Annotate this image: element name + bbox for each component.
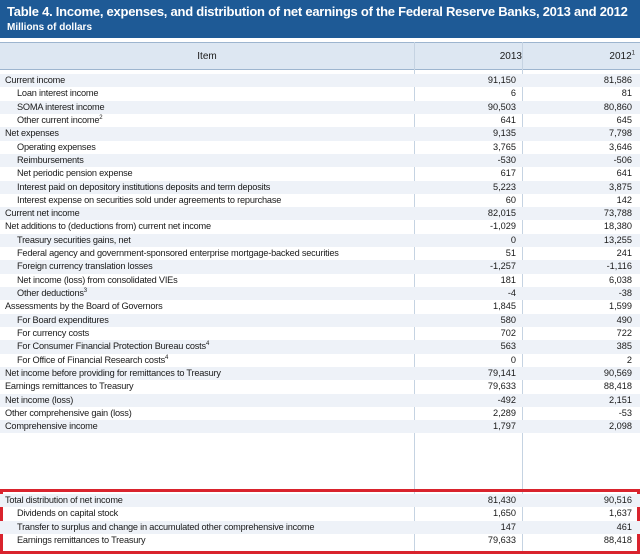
row-label: Reimbursements bbox=[17, 154, 84, 165]
row-label: Transfer to surplus and change in accumulated other comprehensive income bbox=[17, 521, 315, 532]
value-2013: 617 bbox=[500, 168, 516, 179]
row-label: Dividends on capital stock bbox=[17, 508, 119, 519]
table-row bbox=[0, 394, 640, 407]
row-label: For Office of Financial Research costs$^4$ bbox=[17, 354, 169, 365]
table-row bbox=[0, 141, 640, 154]
row-label: Other current income$^2$ bbox=[17, 114, 103, 125]
table-row bbox=[0, 114, 640, 127]
table-row bbox=[0, 314, 640, 327]
row-label: Net income before providing for remittances to Treasury bbox=[5, 367, 221, 378]
value-2012: -38 bbox=[618, 288, 632, 298]
value-2013: 1,797 bbox=[493, 421, 516, 432]
value-2012: 722 bbox=[616, 327, 632, 338]
value-2013: 2,289 bbox=[493, 407, 516, 418]
value-2012: 490 bbox=[616, 314, 632, 325]
row-label: Treasury securities gains, net bbox=[17, 234, 131, 245]
value-2013: 79,633 bbox=[487, 381, 516, 392]
row-label: Earnings remittances to Treasury bbox=[17, 534, 146, 545]
value-2012: 2 bbox=[626, 354, 632, 365]
value-2013: 147 bbox=[500, 521, 516, 532]
value-2013: 3,765 bbox=[493, 141, 516, 152]
value-2013: 90,503 bbox=[487, 101, 516, 112]
value-2012: 3,646 bbox=[609, 141, 632, 152]
value-2013: 79,633 bbox=[487, 534, 516, 545]
column-header-item: Item bbox=[197, 51, 217, 62]
row-label: Net expenses bbox=[5, 128, 59, 139]
row-label: Current income bbox=[5, 75, 66, 85]
footnote-marker: 3 bbox=[83, 287, 87, 294]
row-label: Earnings remittances to Treasury bbox=[5, 381, 134, 392]
row-label: Interest expense on securities sold under agreements to repurchase bbox=[17, 194, 282, 205]
footnote-marker: 4 bbox=[205, 341, 210, 348]
value-2013: 1,845 bbox=[493, 301, 516, 312]
column-header-2012: 2012$^1$ bbox=[609, 50, 635, 62]
footnote-marker: 2 bbox=[99, 114, 103, 121]
table-row bbox=[0, 220, 640, 233]
table-row bbox=[0, 274, 640, 287]
distribution-section bbox=[0, 494, 640, 547]
value-2012: -1,116 bbox=[606, 261, 632, 272]
value-2012: 1,599 bbox=[609, 301, 632, 312]
value-2012: 385 bbox=[616, 341, 632, 352]
value-2012: 2,098 bbox=[609, 421, 632, 432]
row-label: Net additions to (deductions from) current net income bbox=[5, 221, 211, 232]
table-row bbox=[0, 154, 640, 167]
value-2013: -492 bbox=[497, 394, 516, 405]
table-row bbox=[0, 380, 640, 393]
value-2013: 0 bbox=[510, 354, 516, 365]
row-label: Total distribution of net income bbox=[5, 495, 123, 505]
value-2012: 3,875 bbox=[609, 181, 632, 192]
value-2012: 461 bbox=[616, 521, 632, 532]
row-label: Current net income bbox=[5, 208, 80, 219]
value-2012: 2,151 bbox=[609, 394, 632, 405]
table-row bbox=[0, 260, 640, 273]
table-row bbox=[0, 247, 640, 260]
table-title: Table 4. Income, expenses, and distribution of net earnings of the Federal Reserve Banks, 2013 and 2012 bbox=[7, 4, 628, 19]
column-header-2013: 2013 bbox=[499, 51, 522, 62]
value-2013: 1,650 bbox=[493, 508, 516, 519]
row-label: Comprehensive income bbox=[5, 421, 98, 432]
value-2012: 1,637 bbox=[609, 508, 632, 519]
row-label: Foreign currency translation losses bbox=[17, 261, 153, 272]
value-2013: 641 bbox=[500, 114, 516, 125]
table-row bbox=[0, 101, 640, 114]
table-row bbox=[0, 167, 640, 180]
value-2013: -4 bbox=[507, 288, 516, 298]
value-2013: 0 bbox=[510, 234, 516, 245]
row-label: Net periodic pension expense bbox=[17, 168, 133, 179]
value-2012: 81,586 bbox=[603, 75, 632, 85]
table-row bbox=[0, 74, 640, 87]
row-label: SOMA interest income bbox=[17, 101, 105, 112]
table-row bbox=[0, 127, 640, 140]
table-subtitle: Millions of dollars bbox=[7, 22, 93, 33]
value-2012: 142 bbox=[616, 194, 632, 205]
row-label: Net income (loss) bbox=[5, 394, 74, 405]
table-row bbox=[0, 367, 640, 380]
value-2012: 641 bbox=[616, 168, 632, 179]
value-2013: 51 bbox=[505, 248, 516, 259]
table-row bbox=[0, 407, 640, 420]
row-label: Interest paid on depository institutions deposits and term deposits bbox=[17, 181, 271, 192]
value-2012: 90,569 bbox=[603, 367, 632, 378]
table-title-bar bbox=[0, 0, 640, 38]
value-2012: 18,380 bbox=[603, 221, 632, 232]
value-2012: 645 bbox=[616, 114, 632, 125]
value-2012: 13,255 bbox=[603, 234, 632, 245]
column-header-row bbox=[0, 42, 640, 70]
value-2013: 91,150 bbox=[487, 75, 516, 85]
value-2013: -530 bbox=[497, 154, 516, 165]
row-label: For Consumer Financial Protection Bureau costs$^4$ bbox=[17, 341, 210, 352]
value-2012: 88,418 bbox=[603, 381, 632, 392]
value-2013: 580 bbox=[500, 314, 516, 325]
value-2013: 702 bbox=[500, 327, 516, 338]
table-row bbox=[0, 340, 640, 353]
value-2013: 563 bbox=[500, 341, 516, 352]
value-2012: 88,418 bbox=[603, 534, 632, 545]
row-label: For currency costs bbox=[17, 327, 89, 338]
table-row bbox=[0, 194, 640, 207]
value-2012: -53 bbox=[618, 407, 632, 418]
value-2013: 5,223 bbox=[493, 181, 516, 192]
table-row bbox=[0, 287, 640, 300]
value-2013: 81,430 bbox=[487, 495, 516, 505]
table-row bbox=[0, 521, 640, 534]
table-row bbox=[0, 420, 640, 433]
row-label: Loan interest income bbox=[17, 88, 99, 99]
value-2013: 82,015 bbox=[487, 208, 516, 219]
value-2012: 7,798 bbox=[609, 128, 632, 139]
row-label: Other comprehensive gain (loss) bbox=[5, 407, 132, 418]
value-2012: 81 bbox=[621, 88, 632, 99]
table-body bbox=[0, 74, 640, 433]
row-label: Other deductions$^3$ bbox=[17, 287, 87, 298]
footnote-marker: 4 bbox=[164, 354, 169, 361]
table-row bbox=[0, 507, 640, 520]
table-row bbox=[0, 534, 640, 547]
row-label: Operating expenses bbox=[17, 141, 96, 152]
value-2012: 90,516 bbox=[603, 495, 632, 505]
value-2013: -1,257 bbox=[489, 261, 516, 272]
value-2013: 60 bbox=[505, 194, 516, 205]
value-2013: 9,135 bbox=[493, 128, 516, 139]
row-label: Net income (loss) from consolidated VIEs bbox=[17, 274, 178, 285]
table-row bbox=[0, 494, 640, 507]
value-2013: -1,029 bbox=[489, 221, 516, 232]
value-2013: 181 bbox=[500, 274, 516, 285]
table-row bbox=[0, 234, 640, 247]
footnote-marker: 1 bbox=[631, 50, 635, 57]
row-label: For Board expenditures bbox=[17, 314, 109, 325]
table-row bbox=[0, 87, 640, 100]
table-row bbox=[0, 207, 640, 220]
row-label: Federal agency and government-sponsored enterprise mortgage-backed securities bbox=[17, 248, 339, 259]
value-2012: -506 bbox=[613, 154, 632, 165]
table-row bbox=[0, 181, 640, 194]
row-label: Assessments by the Board of Governors bbox=[5, 301, 163, 312]
table-row bbox=[0, 300, 640, 313]
table-row bbox=[0, 327, 640, 340]
value-2013: 6 bbox=[510, 88, 516, 99]
value-2012: 241 bbox=[616, 248, 632, 259]
value-2012: 6,038 bbox=[609, 274, 632, 285]
value-2012: 80,860 bbox=[603, 101, 632, 112]
table-row bbox=[0, 354, 640, 367]
value-2012: 73,788 bbox=[603, 208, 632, 219]
value-2013: 79,141 bbox=[487, 367, 516, 378]
